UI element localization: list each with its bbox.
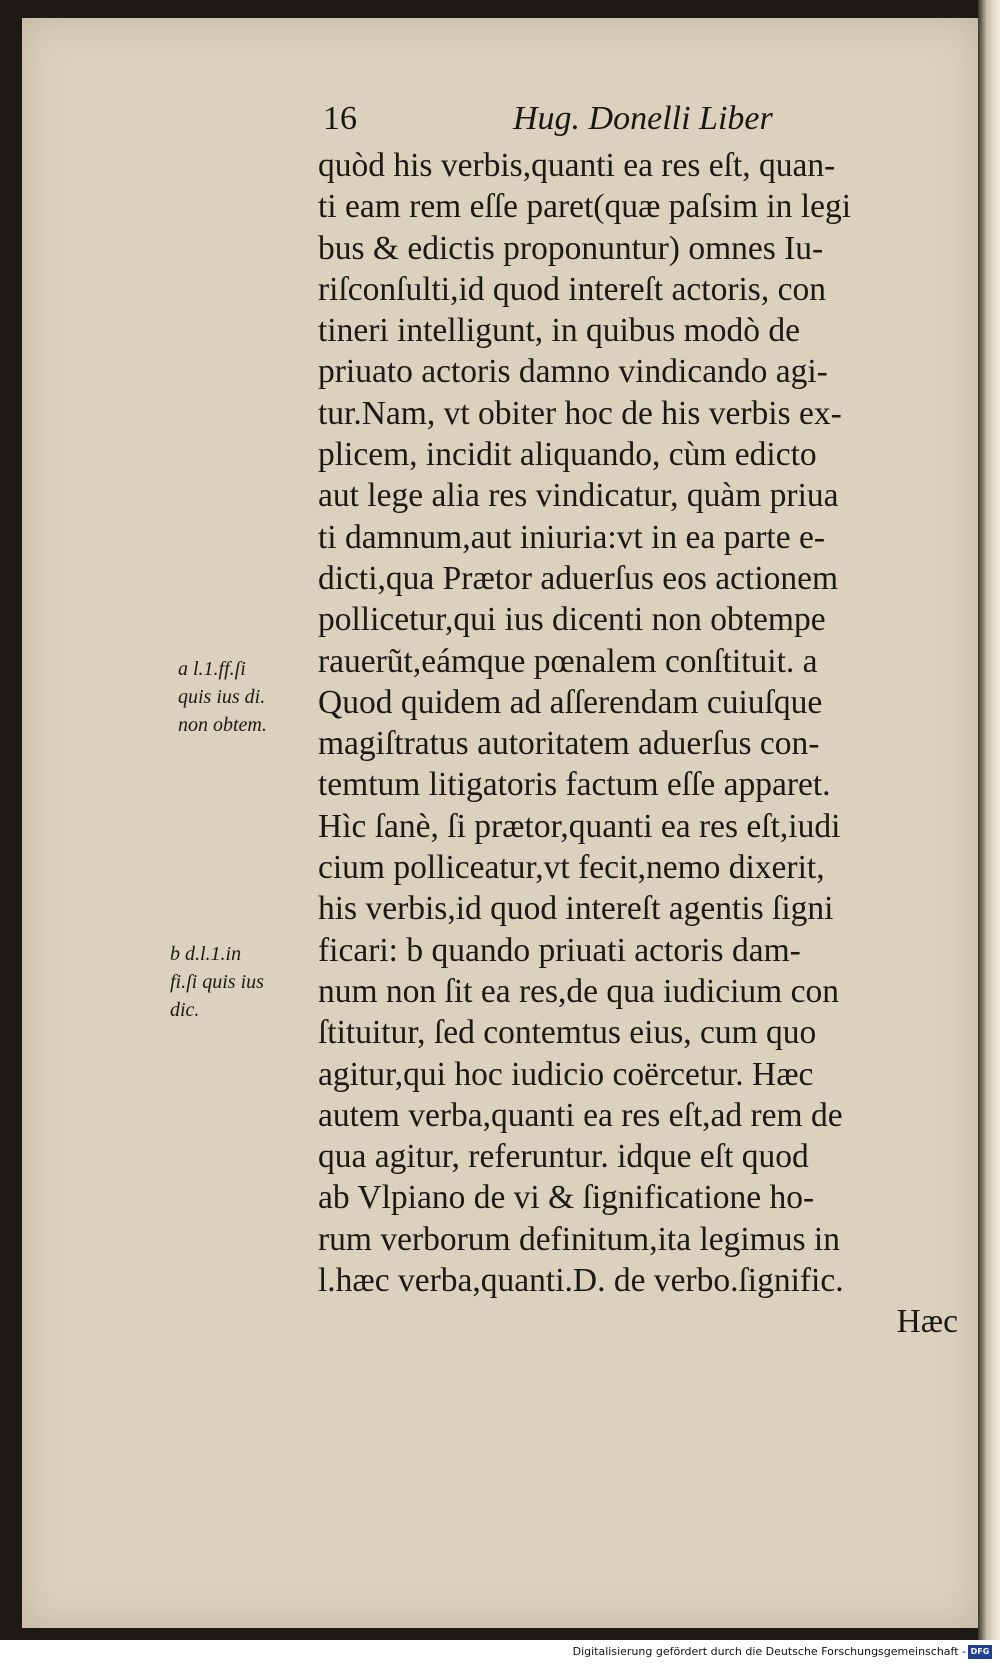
margin-note-line: quis ius di. [178, 686, 266, 708]
text-line: bus & edictis proponuntur) omnes Iu- [318, 229, 824, 267]
text-line: ti eam rem eſſe paret(quæ paſsim in legi [318, 188, 852, 226]
page-number: 16 [323, 100, 357, 137]
footer-bar [0, 1640, 1000, 1666]
text-line: riſconſulti,id quod intereſt actoris, con [318, 270, 826, 308]
dfg-logo: DFG [968, 1645, 992, 1659]
funding-credit: Digitalisierung gefördert durch die Deutsche Forschungsgemeinschaft - [572, 1645, 966, 1658]
page-header [323, 100, 793, 144]
text-line: tur.Nam, vt obiter hoc de his verbis ex- [318, 394, 842, 432]
text-line: plicem, incidit aliquando, cùm edicto [318, 436, 817, 474]
text-line: quòd his verbis,quanti ea res eſt, quan- [318, 147, 836, 184]
text-line: qua agitur, referuntur. idque eſt quod [318, 1138, 809, 1176]
margin-note-line: fi.ſi quis ius [170, 971, 264, 993]
running-title: Hug. Donelli Liber [513, 100, 773, 137]
catchword: Hæc [896, 1303, 958, 1341]
margin-note-line: a l.1.ff.ſi [178, 658, 246, 680]
text-line: rauerũt,eámque pœnalem conſtituit. a [318, 642, 818, 680]
text-line: cium polliceatur,vt fecit,nemo dixerit, [318, 849, 825, 887]
text-line: l.hæc verba,quanti.D. de verbo.ſignific. [318, 1262, 844, 1300]
text-line: agitur,qui hoc iudicio coërcetur. Hæc [318, 1055, 814, 1093]
margin-note-line: b d.l.1.in [170, 943, 242, 965]
text-line: dicti,qua Prætor aduerſus eos actionem [318, 559, 839, 597]
text-line: priuato actoris damno vindicando agi- [318, 353, 828, 391]
margin-note-b [170, 940, 320, 1024]
text-line: tineri intelligunt, in quibus modò de [318, 312, 800, 350]
text-line: ſtituitur, ſed contemtus eius, cum quo [318, 1014, 817, 1052]
text-line: autem verba,quanti ea res eſt,ad rem de [318, 1096, 843, 1134]
page-edge [978, 0, 1000, 1640]
margin-note-line: dic. [170, 999, 200, 1021]
text-line: ti damnum,aut iniuria:vt in ea parte e- [318, 518, 825, 556]
text-line: num non ſit ea res,de qua iudicium con [318, 972, 839, 1010]
main-text-block [318, 145, 958, 1343]
text-line: magiſtratus autoritatem aduerſus con- [318, 725, 820, 763]
margin-note-line: non obtem. [178, 714, 267, 736]
text-line: pollicetur,qui ius dicenti non obtempe [318, 601, 826, 639]
text-line: temtum litigatoris factum eſſe apparet. [318, 766, 831, 804]
text-line: rum verborum definitum,ita legimus in [318, 1220, 840, 1258]
text-line: ficari: b quando priuati actoris dam- [318, 931, 801, 969]
text-line: his verbis,id quod intereſt agentis ſigni [318, 890, 834, 928]
text-line: Quod quidem ad aſſerendam cuiuſque [318, 683, 823, 721]
text-line: Hìc ſanè, ſi prætor,quanti ea res eſt,iudi [318, 807, 841, 845]
text-line: aut lege alia res vindicatur, quàm priua [318, 477, 839, 515]
margin-note-a [178, 655, 328, 739]
text-line: ab Vlpiano de vi & ſignificatione ho- [318, 1179, 815, 1217]
